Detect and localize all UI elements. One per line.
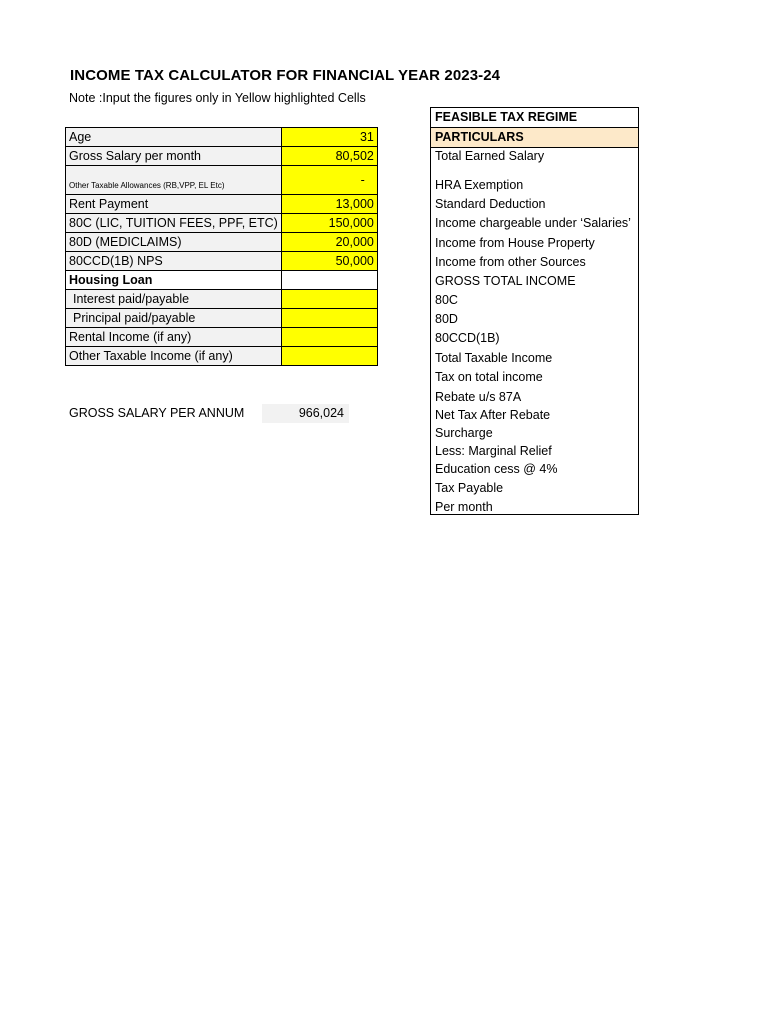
interest-label: Interest paid/payable [66,290,282,309]
page-title: INCOME TAX CALCULATOR FOR FINANCIAL YEAR 2023-24 [70,67,501,84]
input-row-rental-income [66,328,378,347]
input-row-gross-salary [66,147,378,166]
particulars-item: Per month [435,500,493,514]
particulars-item: Income from other Sources [435,255,586,269]
age-label: Age [66,128,282,147]
80ccd-input[interactable]: 50,000 [281,252,377,271]
rental-income-label: Rental Income (if any) [66,328,282,347]
age-input[interactable]: 31 [281,128,377,147]
particulars-item: 80D [435,312,458,326]
input-row-80ccd [66,252,378,271]
particulars-item: Standard Deduction [435,197,546,211]
other-allowances-input[interactable]: - [281,166,377,195]
input-table [65,127,378,366]
gross-salary-input[interactable]: 80,502 [281,147,377,166]
principal-label: Principal paid/payable [66,309,282,328]
interest-input[interactable] [281,290,377,309]
other-income-input[interactable] [281,347,377,366]
80d-input[interactable]: 20,000 [281,233,377,252]
other-income-label: Other Taxable Income (if any) [66,347,282,366]
80c-input[interactable]: 150,000 [281,214,377,233]
particulars-item: 80C [435,293,458,307]
particulars-item: Income chargeable under ‘Salaries’ [435,216,631,230]
gross-salary-annum-value: 966,024 [262,404,349,423]
input-row-other-income [66,347,378,366]
rent-label: Rent Payment [66,195,282,214]
particulars-item: Tax on total income [435,370,543,384]
particulars-item: GROSS TOTAL INCOME [435,274,576,288]
instruction-note: Note :Input the figures only in Yellow highlighted Cells [69,91,366,105]
input-row-rent [66,195,378,214]
housing-loan-label: Housing Loan [66,271,282,290]
particulars-item: Total Earned Salary [435,149,545,163]
particulars-header: PARTICULARS [431,128,638,148]
80ccd-label: 80CCD(1B) NPS [66,252,282,271]
rental-income-input[interactable] [281,328,377,347]
input-row-80c [66,214,378,233]
input-row-interest [66,290,378,309]
other-allowances-label: Other Taxable Allowances (RB,VPP, EL Etc) [66,166,282,195]
particulars-item: Less: Marginal Relief [435,444,552,458]
input-row-80d [66,233,378,252]
80c-label: 80C (LIC, TUITION FEES, PPF, ETC) [66,214,282,233]
input-row-other-allowances [66,166,378,195]
particulars-item: 80CCD(1B) [435,331,500,345]
input-row-age [66,128,378,147]
particulars-item: Education cess @ 4% [435,462,558,476]
gross-salary-label: Gross Salary per month [66,147,282,166]
particulars-item: Surcharge [435,426,493,440]
tax-regime-panel [430,107,639,515]
particulars-item: Tax Payable [435,481,504,495]
particulars-item: Total Taxable Income [435,351,553,365]
80d-label: 80D (MEDICLAIMS) [66,233,282,252]
regime-header: FEASIBLE TAX REGIME [431,108,638,128]
gross-salary-annum-label: GROSS SALARY PER ANNUM [69,406,245,420]
input-row-housing-loan [66,271,378,290]
principal-input[interactable] [281,309,377,328]
input-row-principal [66,309,378,328]
particulars-item: Income from House Property [435,236,595,250]
particulars-item: Rebate u/s 87A [435,390,522,404]
particulars-item: Net Tax After Rebate [435,408,551,422]
rent-input[interactable]: 13,000 [281,195,377,214]
particulars-item: HRA Exemption [435,178,524,192]
housing-loan-cell [281,271,377,290]
